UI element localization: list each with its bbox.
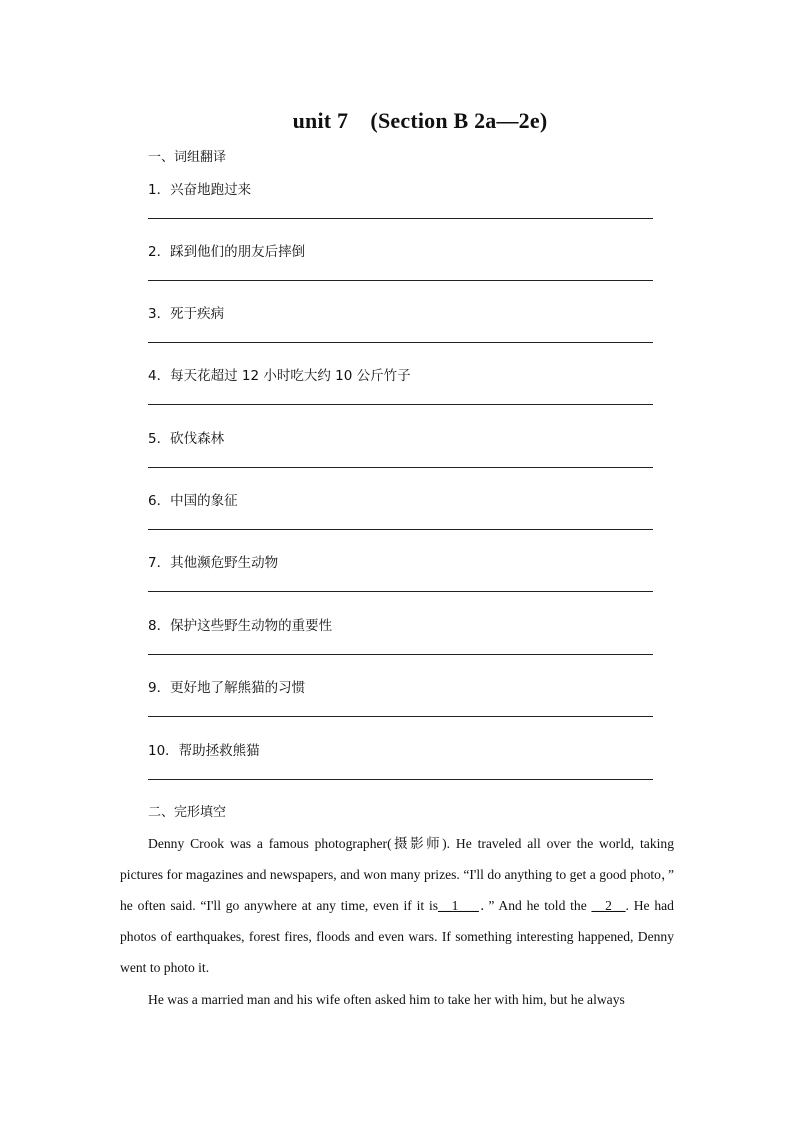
translation-item <box>148 364 653 426</box>
answer-line[interactable] <box>148 342 653 343</box>
section-heading-translation: 一、词组翻译 <box>148 150 227 165</box>
section-heading-cloze: 二、完形填空 <box>148 805 227 820</box>
passage-text: . He had photos of earthquakes, forest fires, floods and even wars. If something interesting happened, Denny went to photo it. <box>120 898 674 975</box>
translation-item <box>148 302 653 364</box>
translation-item <box>148 614 653 676</box>
answer-line[interactable] <box>148 779 653 780</box>
item-prompt: 3．死于疾病 <box>148 306 225 322</box>
item-prompt: 5．砍伐森林 <box>148 431 225 447</box>
item-prompt: 10．帮助拯救熊猫 <box>148 743 260 759</box>
passage-text: ．” And he told the <box>478 898 592 913</box>
item-prompt: 2．踩到他们的朋友后摔倒 <box>148 244 306 260</box>
translation-item <box>148 739 653 801</box>
item-prompt: 1．兴奋地跑过来 <box>148 182 252 198</box>
passage-paragraph <box>120 828 674 983</box>
item-prompt: 7．其他濒危野生动物 <box>148 555 279 571</box>
page-title: unit 7 (Section B 2a—2e) <box>292 108 548 133</box>
cloze-blank-1[interactable]: __1___ <box>438 898 479 913</box>
answer-line[interactable] <box>148 529 653 530</box>
passage-paragraph: He was a married man and his wife often asked him to take her with him, but he always <box>148 992 625 1007</box>
answer-line[interactable] <box>148 654 653 655</box>
cloze-blank-2[interactable]: __2__ <box>591 898 626 913</box>
answer-line[interactable] <box>148 218 653 219</box>
item-prompt: 9．更好地了解熊猫的习惯 <box>148 680 306 696</box>
answer-line[interactable] <box>148 404 653 405</box>
answer-line[interactable] <box>148 467 653 468</box>
item-prompt: 6．中国的象征 <box>148 493 238 509</box>
translation-item <box>148 427 653 489</box>
translation-item <box>148 240 653 302</box>
item-prompt: 4．每天花超过 12 小时吃大约 10 公斤竹子 <box>148 368 411 384</box>
item-prompt: 8．保护这些野生动物的重要性 <box>148 618 333 634</box>
passage-text: Denny Crook was a famous photographer(摄影师). He traveled all over the world, taking pictures for magazines and newspapers, and won many prizes. “I'll do anything to get a good photo，” he often said. “I'll go anywhere at any time, even if it is <box>120 836 674 913</box>
cloze-passage <box>120 828 674 1015</box>
answer-line[interactable] <box>148 280 653 281</box>
translation-item <box>148 551 653 613</box>
translation-item <box>148 489 653 551</box>
translation-item <box>148 178 653 240</box>
answer-line[interactable] <box>148 591 653 592</box>
answer-line[interactable] <box>148 716 653 717</box>
translation-item <box>148 676 653 738</box>
